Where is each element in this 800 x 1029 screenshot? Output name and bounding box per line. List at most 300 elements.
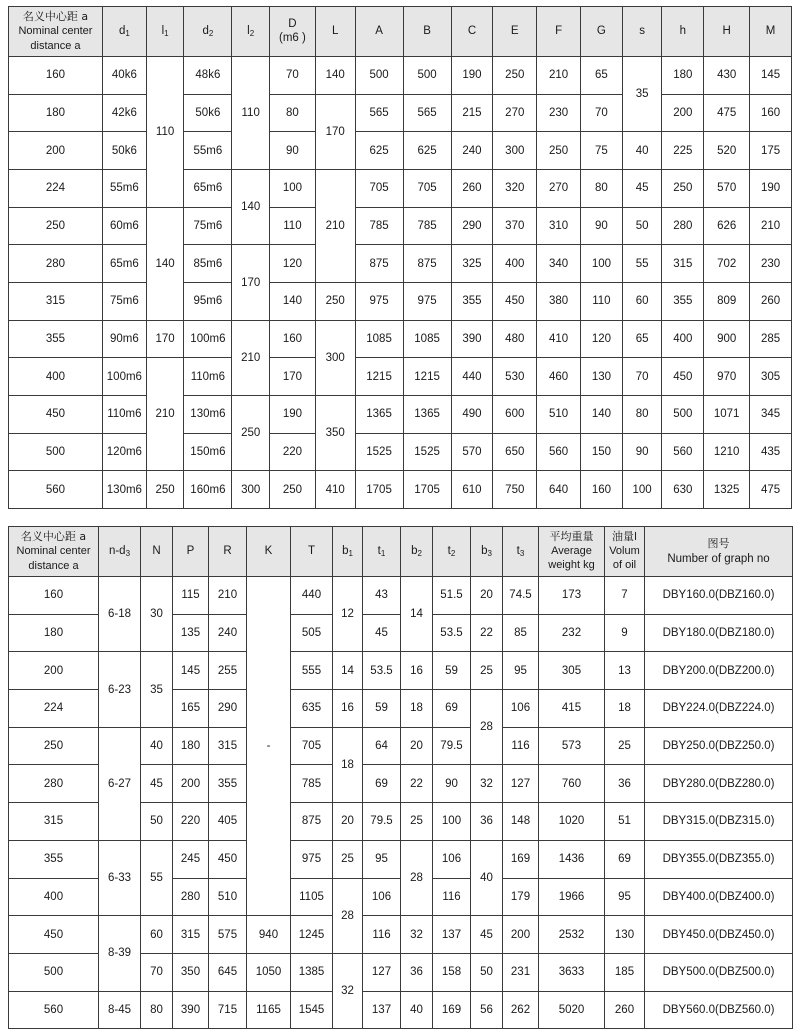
table-row (9, 245, 792, 283)
cell-A: 1525 (355, 433, 403, 471)
header-H (704, 7, 750, 57)
cell-D: 90 (269, 132, 315, 170)
cell-E: 450 (493, 283, 537, 321)
cell-l1: 250 (146, 471, 184, 509)
header-oil (605, 527, 645, 577)
cell-F: 340 (537, 245, 581, 283)
cell-l1: 210 (146, 358, 184, 471)
cell-s: 40 (622, 132, 662, 170)
cell-K: - (247, 577, 291, 916)
cell-t2: 137 (433, 916, 471, 954)
cell-h: 450 (662, 358, 704, 396)
table-row (9, 283, 792, 321)
cell-C: 355 (451, 283, 493, 321)
cell-s: 65 (622, 320, 662, 358)
table-row (9, 132, 792, 170)
cell-h: 400 (662, 320, 704, 358)
cell-t3: 200 (503, 916, 539, 954)
cell-M: 175 (750, 132, 792, 170)
header-symbol: M (765, 25, 776, 38)
cell-t1: 116 (363, 916, 401, 954)
cell-d2: 50k6 (184, 94, 232, 132)
cell-s: 100 (622, 471, 662, 509)
header-symbol: K (264, 545, 273, 558)
cell-d2: 160m6 (184, 471, 232, 509)
header-s (622, 7, 662, 57)
table-2-head (9, 527, 793, 577)
cell-T: 875 (291, 803, 333, 841)
cell-a: 355 (9, 320, 103, 358)
cell-A: 975 (355, 283, 403, 321)
cell-b3: 56 (471, 991, 503, 1029)
header-l1 (146, 7, 184, 57)
header-subscript: 1 (164, 29, 169, 39)
cell-a: 280 (9, 765, 99, 803)
header-D (269, 7, 315, 57)
cell-A: 1705 (355, 471, 403, 509)
cell-H: 702 (704, 245, 750, 283)
cell-t1: 137 (363, 991, 401, 1029)
cell-t1: 53.5 (363, 652, 401, 690)
cell-h: 180 (662, 56, 704, 94)
header-C (451, 7, 493, 57)
cell-s: 80 (622, 396, 662, 434)
cell-B: 1215 (403, 358, 451, 396)
cell-b3: 22 (471, 614, 503, 652)
cell-P: 180 (173, 727, 209, 765)
cell-T: 555 (291, 652, 333, 690)
cell-t3: 262 (503, 991, 539, 1029)
header-L (315, 7, 355, 57)
cell-R: 315 (209, 727, 247, 765)
header-symbol: E (510, 25, 519, 38)
cell-F: 230 (537, 94, 581, 132)
header-A (355, 7, 403, 57)
cell-E: 530 (493, 358, 537, 396)
cell-a: 500 (9, 433, 103, 471)
cell-d2: 130m6 (184, 396, 232, 434)
cell-P: 390 (173, 991, 209, 1029)
cell-A: 625 (355, 132, 403, 170)
cell-t3: 74.5 (503, 577, 539, 615)
cell-E: 320 (493, 169, 537, 207)
table-1-body (9, 56, 792, 508)
header-symbol: h (679, 25, 687, 38)
cell-t2: 79.5 (433, 727, 471, 765)
cell-b3: 50 (471, 953, 503, 991)
cell-d1: 50k6 (102, 132, 146, 170)
cell-H: 520 (704, 132, 750, 170)
cell-l1: 170 (146, 320, 184, 358)
cell-oil: 25 (605, 727, 645, 765)
cell-a: 560 (9, 991, 99, 1029)
cell-T: 785 (291, 765, 333, 803)
header-l2 (232, 7, 270, 57)
cell-b2: 18 (401, 690, 433, 728)
cell-C: 260 (451, 169, 493, 207)
header-subscript: 3 (519, 549, 525, 559)
cell-b1: 16 (333, 690, 363, 728)
table-row (9, 56, 792, 94)
cell-graph: DBY200.0(DBZ200.0) (645, 652, 793, 690)
header-nominal-center-distance (9, 527, 99, 577)
header-symbol: n-d (108, 545, 126, 558)
cell-M: 210 (750, 207, 792, 245)
cell-l2: 300 (232, 471, 270, 509)
cell-b1: 20 (333, 803, 363, 841)
cell-C: 570 (451, 433, 493, 471)
cell-t3: 127 (503, 765, 539, 803)
cell-d1: 130m6 (102, 471, 146, 509)
cell-M: 230 (750, 245, 792, 283)
cell-t1: 45 (363, 614, 401, 652)
cell-G: 90 (581, 207, 623, 245)
cell-T: 635 (291, 690, 333, 728)
header-M (750, 7, 792, 57)
cell-P: 245 (173, 840, 209, 878)
cell-L: 170 (315, 94, 355, 169)
header-subscript: 2 (450, 549, 456, 559)
cell-N: 60 (141, 916, 173, 954)
table-row (9, 169, 792, 207)
cell-d1: 55m6 (102, 169, 146, 207)
cell-weight: 1436 (539, 840, 605, 878)
cell-a: 355 (9, 840, 99, 878)
header-symbol: l (161, 25, 165, 38)
cell-F: 210 (537, 56, 581, 94)
header-t1 (363, 527, 401, 577)
cell-E: 400 (493, 245, 537, 283)
cell-oil: 185 (605, 953, 645, 991)
table-1-header-row (9, 7, 792, 57)
cell-F: 640 (537, 471, 581, 509)
header-symbol: d (202, 25, 209, 38)
secondary-dimensions-table (8, 526, 793, 1029)
table-separator (8, 509, 792, 526)
table-row (9, 320, 792, 358)
cell-F: 560 (537, 433, 581, 471)
cell-weight: 415 (539, 690, 605, 728)
cell-D: 80 (269, 94, 315, 132)
cell-F: 380 (537, 283, 581, 321)
cell-N: 80 (141, 991, 173, 1029)
cell-A: 565 (355, 94, 403, 132)
cell-t2: 116 (433, 878, 471, 916)
cell-C: 215 (451, 94, 493, 132)
cell-R: 290 (209, 690, 247, 728)
header-subscript: 2 (417, 549, 422, 559)
cell-d2: 75m6 (184, 207, 232, 245)
cell-t3: 148 (503, 803, 539, 841)
cell-G: 100 (581, 245, 623, 283)
header-symbol: C (467, 25, 477, 38)
cell-d1: 40k6 (102, 56, 146, 94)
cell-N: 45 (141, 765, 173, 803)
cell-A: 1365 (355, 396, 403, 434)
cell-h: 200 (662, 94, 704, 132)
header-T (291, 527, 333, 577)
header-symbol: F (555, 25, 563, 38)
cell-C: 440 (451, 358, 493, 396)
cell-b3: 20 (471, 577, 503, 615)
table-row (9, 840, 793, 878)
cell-T: 975 (291, 840, 333, 878)
cell-D: 170 (269, 358, 315, 396)
table-row (9, 396, 792, 434)
cell-M: 435 (750, 433, 792, 471)
cell-a: 250 (9, 727, 99, 765)
cell-d2: 48k6 (184, 56, 232, 94)
cell-M: 260 (750, 283, 792, 321)
cell-G: 70 (581, 94, 623, 132)
header-subscript: 1 (125, 29, 130, 39)
cell-d1: 120m6 (102, 433, 146, 471)
cell-t3: 85 (503, 614, 539, 652)
header-cn-label: 图号 (707, 536, 730, 550)
cell-t1: 79.5 (363, 803, 401, 841)
cell-b2: 28 (401, 840, 433, 915)
cell-t3: 95 (503, 652, 539, 690)
cell-H: 475 (704, 94, 750, 132)
cell-b3: 40 (471, 840, 503, 915)
cell-d1: 65m6 (102, 245, 146, 283)
cell-weight: 173 (539, 577, 605, 615)
cell-b1: 12 (333, 577, 363, 652)
table-row (9, 471, 792, 509)
cell-h: 225 (662, 132, 704, 170)
cell-D: 100 (269, 169, 315, 207)
cell-H: 970 (704, 358, 750, 396)
cell-t2: 100 (433, 803, 471, 841)
cell-M: 475 (750, 471, 792, 509)
header-G (581, 7, 623, 57)
cell-b3: 25 (471, 652, 503, 690)
cell-R: 510 (209, 878, 247, 916)
cell-h: 315 (662, 245, 704, 283)
cell-D: 190 (269, 396, 315, 434)
cell-E: 600 (493, 396, 537, 434)
cell-a: 160 (9, 56, 103, 94)
header-en-label: Volum of oil (609, 545, 640, 571)
cell-nd3: 6-27 (99, 727, 141, 840)
cell-N: 30 (141, 577, 173, 652)
cell-d2: 55m6 (184, 132, 232, 170)
cell-A: 1215 (355, 358, 403, 396)
cell-B: 975 (403, 283, 451, 321)
cell-H: 1325 (704, 471, 750, 509)
cell-b2: 32 (401, 916, 433, 954)
header-t3 (503, 527, 539, 577)
cell-T: 440 (291, 577, 333, 615)
cell-t2: 59 (433, 652, 471, 690)
cell-nd3: 6-18 (99, 577, 141, 652)
cell-C: 610 (451, 471, 493, 509)
table-row (9, 433, 792, 471)
cell-s: 45 (622, 169, 662, 207)
table-1-head (9, 7, 792, 57)
cell-P: 350 (173, 953, 209, 991)
cell-B: 705 (403, 169, 451, 207)
header-symbol: H (722, 25, 731, 38)
cell-graph: DBY250.0(DBZ250.0) (645, 727, 793, 765)
cell-B: 1705 (403, 471, 451, 509)
cell-G: 140 (581, 396, 623, 434)
cell-h: 560 (662, 433, 704, 471)
cell-l2: 110 (232, 56, 270, 169)
cell-h: 500 (662, 396, 704, 434)
cell-t2: 90 (433, 765, 471, 803)
cell-d2: 150m6 (184, 433, 232, 471)
cell-t2: 51.5 (433, 577, 471, 615)
cell-b3: 32 (471, 765, 503, 803)
cell-graph: DBY315.0(DBZ315.0) (645, 803, 793, 841)
cell-L: 300 (315, 320, 355, 395)
cell-B: 1525 (403, 433, 451, 471)
cell-t2: 106 (433, 840, 471, 878)
cell-H: 900 (704, 320, 750, 358)
header-subscript: 1 (380, 549, 386, 559)
table-row (9, 916, 793, 954)
header-E (493, 7, 537, 57)
cell-G: 130 (581, 358, 623, 396)
cell-l2: 250 (232, 396, 270, 471)
cell-T: 1385 (291, 953, 333, 991)
cell-P: 280 (173, 878, 209, 916)
cell-N: 55 (141, 840, 173, 915)
header-symbol: l (247, 25, 250, 38)
cell-l2: 140 (232, 169, 270, 244)
cell-M: 305 (750, 358, 792, 396)
cell-b2: 14 (401, 577, 433, 652)
cell-F: 250 (537, 132, 581, 170)
cell-b3: 36 (471, 803, 503, 841)
cell-b1: 18 (333, 727, 363, 802)
cell-nd3: 8-45 (99, 991, 141, 1029)
cell-b2: 20 (401, 727, 433, 765)
cell-a: 200 (9, 132, 103, 170)
cell-L: 250 (315, 283, 355, 321)
cell-L: 350 (315, 396, 355, 471)
cell-D: 220 (269, 433, 315, 471)
cell-R: 210 (209, 577, 247, 615)
cell-oil: 130 (605, 916, 645, 954)
cell-s: 35 (622, 56, 662, 131)
cell-P: 165 (173, 690, 209, 728)
cell-C: 325 (451, 245, 493, 283)
cell-R: 255 (209, 652, 247, 690)
cell-L: 140 (315, 56, 355, 94)
header-P (173, 527, 209, 577)
header-K (247, 527, 291, 577)
cell-R: 405 (209, 803, 247, 841)
cell-C: 390 (451, 320, 493, 358)
cell-t1: 59 (363, 690, 401, 728)
header-symbol: b (342, 545, 349, 558)
cell-d1: 110m6 (102, 396, 146, 434)
cell-D: 110 (269, 207, 315, 245)
cell-weight: 5020 (539, 991, 605, 1029)
cell-G: 65 (581, 56, 623, 94)
cell-b2: 16 (401, 652, 433, 690)
cell-a: 224 (9, 169, 103, 207)
cell-P: 220 (173, 803, 209, 841)
cell-F: 270 (537, 169, 581, 207)
header-symbol: T (307, 545, 316, 558)
header-symbol: t (447, 545, 451, 558)
cell-t1: 64 (363, 727, 401, 765)
header-symbol: b (411, 545, 418, 558)
header-symbol: N (152, 545, 161, 558)
cell-a: 200 (9, 652, 99, 690)
cell-d2: 65m6 (184, 169, 232, 207)
cell-T: 705 (291, 727, 333, 765)
cell-graph: DBY280.0(DBZ280.0) (645, 765, 793, 803)
cell-C: 490 (451, 396, 493, 434)
cell-t2: 169 (433, 991, 471, 1029)
cell-G: 160 (581, 471, 623, 509)
cell-weight: 3633 (539, 953, 605, 991)
header-en-label: Nominal center distance a (16, 545, 91, 572)
cell-t1: 95 (363, 840, 401, 878)
cell-D: 120 (269, 245, 315, 283)
cell-l1: 140 (146, 207, 184, 320)
cell-s: 60 (622, 283, 662, 321)
cell-graph: DBY500.0(DBZ500.0) (645, 953, 793, 991)
cell-M: 190 (750, 169, 792, 207)
cell-E: 650 (493, 433, 537, 471)
table-row (9, 358, 792, 396)
cell-C: 190 (451, 56, 493, 94)
cell-oil: 36 (605, 765, 645, 803)
cell-d1: 90m6 (102, 320, 146, 358)
cell-b3: 45 (471, 916, 503, 954)
cell-t3: 169 (503, 840, 539, 878)
cell-b3: 28 (471, 690, 503, 765)
cell-F: 410 (537, 320, 581, 358)
cell-h: 630 (662, 471, 704, 509)
header-symbol: R (223, 545, 232, 558)
cell-t1: 127 (363, 953, 401, 991)
header-d1 (102, 7, 146, 57)
cell-t1: 69 (363, 765, 401, 803)
header-symbol: t (377, 545, 381, 558)
cell-a: 280 (9, 245, 103, 283)
cell-weight: 760 (539, 765, 605, 803)
header-F (537, 7, 581, 57)
cell-M: 345 (750, 396, 792, 434)
cell-oil: 51 (605, 803, 645, 841)
header-subscript: 3 (125, 549, 131, 559)
header-symbol: d (118, 25, 126, 38)
cell-b2: 25 (401, 803, 433, 841)
header-h (662, 7, 704, 57)
cell-K: 1165 (247, 991, 291, 1029)
cell-K: 1050 (247, 953, 291, 991)
header-nominal-center-distance (9, 7, 103, 57)
cell-graph: DBY160.0(DBZ160.0) (645, 577, 793, 615)
header-cn-label: 名义中心距 a (20, 530, 87, 544)
cell-weight: 1966 (539, 878, 605, 916)
cell-B: 1085 (403, 320, 451, 358)
cell-nd3: 8-39 (99, 916, 141, 991)
cell-R: 715 (209, 991, 247, 1029)
cell-T: 1245 (291, 916, 333, 954)
cell-t2: 158 (433, 953, 471, 991)
cell-D: 70 (269, 56, 315, 94)
cell-d2: 110m6 (184, 358, 232, 396)
cell-a: 180 (9, 94, 103, 132)
cell-oil: 9 (605, 614, 645, 652)
